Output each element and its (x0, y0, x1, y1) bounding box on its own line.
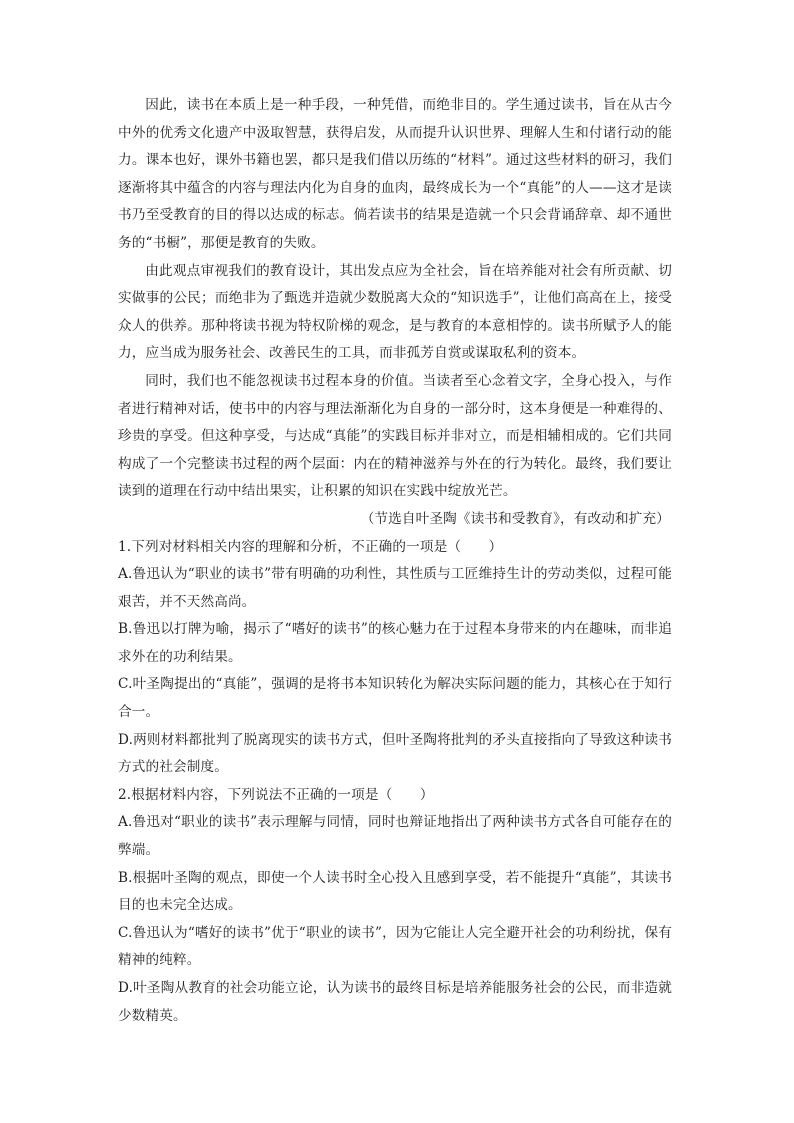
question-2-stem: 2.根据材料内容，下列说法不正确的一项是（ ） (118, 786, 434, 803)
question-1 (118, 534, 672, 782)
question-2-option-d: D.叶圣陶从教育的社会功能立论，认为读书的最终目标是培养能服务社会的公民，而非造就少数精英。 (118, 980, 672, 1024)
reading-passage (118, 92, 672, 534)
question-2-option-b: B.根据叶圣陶的观点，即使一个人读书时全心投入且感到享受，若不能提升“真能”，其读书目的也未完全达成。 (118, 869, 672, 914)
question-1-option-a: A.鲁迅认为“职业的读书”带有明确的功利性，其性质与工匠维持生计的劳动类似，过程可能艰苦，并不天然高尚。 (118, 566, 672, 610)
question-1-option-c: C.叶圣陶提出的“真能”，强调的是将书本知识转化为解决实际问题的能力，其核心在于知行合一。 (118, 676, 672, 721)
passage-paragraph-3: 同时，我们也不能忽视读书过程本身的价值。当读者至心念着文字，全身心投入，与作者进行精神对话，使书中的内容与理法渐渐化为自身的一部分时，这本身便是一种难得的、珍贵的享受。但这种享受，与达成“真能”的实践目标并非对立，而是相辅相成的。它们共同构成了一个完整读书过程的两个层面：内在的精神滋养与外在的行为转化。最终，我们要让读到的道理在行动中结出果实，让积累的知识在实践中绽放光芒。 (118, 372, 672, 500)
question-2 (118, 782, 672, 1030)
question-1-option-d: D.两则材料都批判了脱离现实的读书方式，但叶圣陶将批判的矛头直接指向了导致这种读书方式的社会制度。 (118, 731, 672, 776)
exam-page (118, 92, 672, 1030)
question-1-option-b: B.鲁迅以打牌为喻，揭示了“嗜好的读书”的核心魅力在于过程本身带来的内在趣味，而非追求外在的功利结果。 (118, 621, 672, 665)
passage-paragraph-2: 由此观点审视我们的教育设计，其出发点应为全社会，旨在培养能对社会有所贡献、切实做事的公民；而绝非为了甄选并造就少数脱离大众的“知识选手”，让他们高高在上，接受众人的供养。那种将读书视为特权阶梯的观念，是与教育的本意相悖的。读书所赋予人的能力，应当成为服务社会、改善民生的工具，而非孤芳自赏或谋取私利的资本。 (118, 262, 672, 362)
question-2-option-a: A.鲁迅对“职业的读书”表示理解与同情，同时也辩证地指出了两种读书方式各自可能存在的弊端。 (118, 814, 672, 859)
question-1-stem: 1.下列对材料相关内容的理解和分析，不正确的一项是（ ） (118, 538, 503, 555)
passage-source-note: （节选自叶圣陶《读书和受教育》，有改动和扩充） (360, 510, 670, 527)
question-2-option-c: C.鲁迅认为“嗜好的读书”优于“职业的读书”，因为它能让人完全避开社会的功利纷扰，保有精神的纯粹。 (118, 924, 672, 969)
passage-paragraph-1: 因此，读书在本质上是一种手段，一种凭借，而绝非目的。学生通过读书，旨在从古今中外的优秀文化遗产中汲取智慧，获得启发，从而提升认识世界、理解人生和付诸行动的能力。课本也好，课外书籍也罢，都只是我们借以历练的“材料”。通过这些材料的研习，我们逐渐将其中蕴含的内容与理法内化为自身的血肉，最终成长为一个“真能”的人——这才是读书乃至受教育的目的得以达成的标志。倘若读书的结果是造就一个只会背诵辞章、却不通世务的“书橱”，那便是教育的失败。 (118, 97, 672, 251)
